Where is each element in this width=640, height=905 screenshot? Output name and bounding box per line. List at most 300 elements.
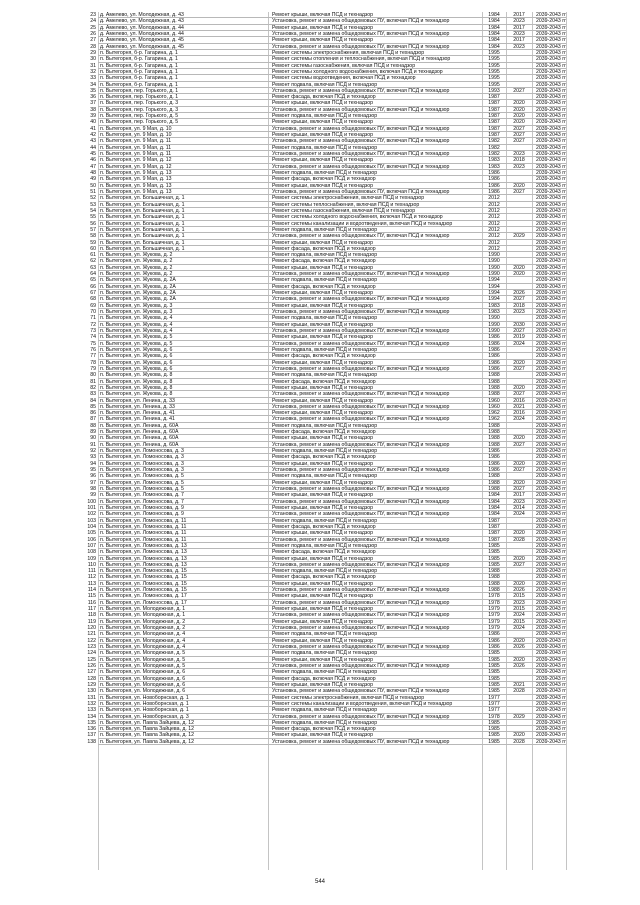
address-cell: п. Вытегорня, ул. Большичная, д. 1 [100,226,185,233]
year-built-cell: 1984 [488,18,500,25]
work-type-cell: Установка, ремонт и замена общедомовых ПУ, включая ПСД и технадзор [272,498,450,505]
address-cell: п. Вытегорня, ул. Новоборнская, д. 1 [100,694,189,701]
year-built-cell: 2012 [488,239,500,246]
work-type-cell: Ремонт крыши, включая ПСД и технадзор [272,732,374,739]
last-repair-cell: 2027 [513,328,525,334]
last-repair-cell: 2020 [513,264,525,271]
work-type-cell: Ремонт крыши, включая ПСД и технадзор [272,637,374,644]
work-type-cell: Установка, ремонт и замена общедомовых ПУ, включая ПСД и технадзор [272,271,450,278]
address-cell: п. Вытегорня, ул. Жукова, д. 8 [100,391,173,398]
row-number: 137 [87,732,96,739]
address-cell: п. Вытегорня, ул. 9 Мая, д. 11 [100,144,172,151]
work-type-cell: Установка, ремонт и замена общедомовых ПУ, включая ПСД и технадзор [272,18,450,25]
last-repair-cell: 2030 [513,321,525,328]
planned-period-cell: 2039-2043 гг [536,429,567,436]
row-number: 65 [90,277,96,284]
last-repair-cell: 2020 [513,113,525,120]
row-number: 98 [90,486,96,492]
year-built-cell: 1990 [488,264,500,271]
work-type-cell: Ремонт системы холодного водоснабжения, включая ПСД и технадзор [272,214,443,221]
planned-period-cell: 2039-2043 гг [536,264,567,271]
address-cell: п. Вытегорня, ул. Жукова, д. 8 [100,384,173,391]
row-number: 85 [90,403,96,410]
last-repair-cell: 2027 [513,138,525,145]
work-type-cell: Ремонт крыши, включая ПСД и технадзор [272,12,374,18]
work-type-cell: Ремонт фасада, включая ПСД и технадзор [272,523,376,530]
planned-period-cell: 2039-2043 гг [536,214,567,221]
address-cell: п. Вытегорня, ул. Молодежная, д. 5 [100,656,186,663]
year-built-cell: 1982 [488,138,500,145]
row-number: 83 [90,391,96,398]
work-type-cell: Ремонт крыши, включая ПСД и технадзор [272,132,374,139]
address-cell: п. Вытегорня, ул. Ленина, д. 33 [100,397,175,404]
planned-period-cell: 2039-2043 гг [536,738,567,745]
last-repair-cell: 2028 [513,536,525,543]
address-cell: п. Вытегорня, ул. Большичная, д. 1 [100,233,185,240]
year-built-cell: 2012 [488,245,500,252]
work-type-cell: Ремонт крыши, включая ПСД и технадзор [272,435,374,442]
planned-period-cell: 2039-2043 гг [536,384,567,391]
year-built-cell: 1962 [488,416,500,423]
address-cell: п. Вытегорня, ул. Ломоносова, д. 15 [100,580,187,587]
year-built-cell: 1994 [488,277,500,284]
last-repair-cell: 2020 [513,479,525,486]
address-cell: п. Вытегорня, ул. Жукова, д. 2 [100,271,173,278]
planned-period-cell: 2039-2043 гг [536,309,567,316]
address-cell: п. Вытегорня, пер. Горького, д. 3 [100,100,179,107]
row-number: 86 [90,410,96,417]
last-repair-cell: 2020 [513,530,525,537]
row-number: 133 [87,707,96,714]
row-number: 118 [87,612,96,619]
last-repair-cell: 2020 [513,460,525,467]
year-built-cell: 1995 [488,62,500,69]
planned-period-cell: 2039-2043 гг [536,170,567,176]
last-repair-cell: 2015 [513,618,525,625]
address-cell: п. Вытегорня, ул. Ломоносова, д. 17 [100,599,187,606]
year-built-cell: 1995 [488,75,500,82]
address-cell: д. Амелево, ул. Молодежная, д. 45 [100,43,184,50]
planned-period-cell: 2039-2043 гг [536,561,567,568]
planned-period-cell: 2039-2043 гг [536,662,567,669]
work-type-cell: Установка, ремонт и замена общедомовых ПУ, включая ПСД и технадзор [272,188,450,195]
row-number: 35 [90,87,96,94]
address-cell: д. Амелево, ул. Молодежная, д. 44 [100,24,184,31]
work-type-cell: Установка, ремонт и замена общедомовых ПУ, включая ПСД и технадзор [272,391,450,398]
work-type-cell: Ремонт подвала, включая ПСД и технадзор [272,252,378,259]
planned-period-cell: 2039-2043 гг [536,18,567,25]
work-type-cell: Ремонт фасада, включая ПСД и технадзор [272,176,376,183]
address-cell: д. Амелево, ул. Молодежная, д. 43 [100,18,184,25]
address-cell: п. Вытегорня, ул. Ломоносова, д. 7 [100,498,184,505]
work-type-cell: Ремонт системы электроснабжения, включая ПСД и технадзор [272,694,425,701]
planned-period-cell: 2039-2043 гг [536,498,567,505]
row-number: 82 [90,384,96,391]
year-built-cell: 1985 [488,719,500,726]
row-number: 56 [90,220,96,227]
year-built-cell: 1986 [488,637,500,644]
work-type-cell: Установка, ремонт и замена общедомовых ПУ, включая ПСД и технадзор [272,536,450,543]
row-number: 107 [87,542,96,549]
last-repair-cell: 2017 [513,37,525,44]
planned-period-cell: 2039-2043 гг [536,119,567,126]
year-built-cell: 1986 [488,359,500,366]
address-cell: п. Вытегорня, б-р. Гагарина, д. 1 [100,68,178,75]
year-built-cell: 1995 [488,56,500,63]
year-built-cell: 1988 [488,384,500,391]
planned-period-cell: 2039-2043 гг [536,707,567,714]
year-built-cell: 1988 [488,441,500,448]
address-cell: п. Вытегорня, пер. Горького, д. 1 [100,87,179,94]
work-type-cell: Ремонт крыши, включая ПСД и технадзор [272,492,374,499]
year-built-cell: 1988 [488,479,500,486]
address-cell: п. Вытегорня, ул. Жукова, д. 8 [100,372,173,379]
year-built-cell: 1984 [488,12,500,18]
row-number: 68 [90,296,96,303]
row-number: 115 [87,593,96,600]
year-built-cell: 1986 [488,644,500,650]
planned-period-cell: 2039-2043 гг [536,391,567,398]
address-cell: п. Вытегорня, пер. Горького, д. 1 [100,94,179,101]
work-type-cell: Ремонт крыши, включая ПСД и технадзор [272,479,374,486]
last-repair-cell: 2027 [513,132,525,139]
address-cell: п. Вытегорня, ул. Большичная, д. 1 [100,220,185,227]
planned-period-cell: 2039-2043 гг [536,688,567,695]
address-cell: п. Вытегорня, б-р. Гагарина, д. 1 [100,56,178,63]
address-cell: п. Вытегорня, ул. Ломоносова, д. 11 [100,523,187,530]
address-cell: п. Вытегорня, ул. Большичная, д. 1 [100,195,185,202]
year-built-cell: 1986 [488,365,500,372]
planned-period-cell: 2039-2043 гг [536,113,567,120]
row-number: 94 [90,460,96,467]
address-cell: п. Вытегорня, ул. Большичная, д. 1 [100,239,185,246]
planned-period-cell: 2039-2043 гг [536,81,567,88]
planned-period-cell: 2039-2043 гг [536,504,567,511]
year-built-cell: 1986 [488,334,500,341]
row-number: 129 [87,681,96,688]
planned-period-cell: 2039-2043 гг [536,62,567,69]
planned-period-cell: 2039-2043 гг [536,30,567,37]
row-number: 127 [87,669,96,676]
planned-period-cell: 2039-2043 гг [536,340,567,347]
work-type-cell: Установка, ремонт и замена общедомовых ПУ, включая ПСД и технадзор [272,106,450,113]
address-cell: п. Вытегорня, ул. 9 Мая, д. 13 [100,170,172,176]
last-repair-cell: 2023 [513,599,525,606]
year-built-cell: 1986 [488,460,500,467]
address-cell: п. Вытегорня, ул. 9 Мая, д. 12 [100,157,172,164]
planned-period-cell: 2039-2043 гг [536,473,567,480]
address-cell: п. Вытегорня, ул. Молодежная, д. 1 [100,606,186,613]
row-number: 73 [90,328,96,334]
planned-period-cell: 2039-2043 гг [536,410,567,417]
address-cell: п. Вытегорня, ул. Молодежная, д. 6 [100,681,186,688]
planned-period-cell: 2039-2043 гг [536,106,567,113]
address-cell: п. Вытегорня, ул. Молодежная, д. 5 [100,662,186,669]
planned-period-cell: 2039-2043 гг [536,372,567,379]
address-cell: п. Вытегорня, ул. Павла Зайцева, д. 12 [100,732,195,739]
address-cell: п. Вытегорня, ул. 9 Мая, д. 13 [100,182,172,189]
work-type-cell: Ремонт системы теплоснабжения, включая ПСД и технадзор [272,201,420,208]
address-cell: п. Вытегорня, ул. Ломоносова, д. 9 [100,511,184,518]
year-built-cell: 1990 [488,328,500,334]
last-repair-cell: 2020 [513,435,525,442]
row-number: 75 [90,340,96,347]
last-repair-cell: 2020 [513,580,525,587]
planned-period-cell: 2039-2043 гг [536,359,567,366]
planned-period-cell: 2039-2043 гг [536,542,567,549]
address-cell: п. Вытегорня, ул. 9 Мая, д. 13 [100,188,172,195]
address-cell: п. Вытегорня, ул. Молодежная, д. 2 [100,625,186,632]
work-type-cell: Ремонт фасада, включая ПСД и технадзор [272,574,376,581]
year-built-cell: 1985 [488,726,500,733]
address-cell: п. Вытегорня, ул. Ломоносова, д. 17 [100,593,187,600]
year-built-cell: 1984 [488,30,500,37]
last-repair-cell: 2021 [513,403,525,410]
address-cell: п. Вытегорня, пер. Горького, д. 3 [100,106,179,113]
row-number: 28 [90,43,96,50]
planned-period-cell: 2039-2043 гг [536,43,567,50]
year-built-cell: 1994 [488,296,500,303]
year-built-cell: 1978 [488,599,500,606]
work-type-cell: Установка, ремонт и замена общедомовых ПУ, включая ПСД и технадзор [272,163,450,170]
row-number: 29 [90,49,96,56]
row-number: 74 [90,334,96,341]
work-type-cell: Установка, ремонт и замена общедомовых ПУ, включая ПСД и технадзор [272,713,450,720]
row-number: 135 [87,719,96,726]
planned-period-cell: 2039-2043 гг [536,144,567,151]
work-type-cell: Установка, ремонт и замена общедомовых ПУ, включая ПСД и технадзор [272,688,450,695]
row-number: 119 [87,618,96,625]
address-cell: п. Вытегорня, ул. Молодежная, д. 4 [100,637,186,644]
work-type-cell: Установка, ремонт и замена общедомовых ПУ, включая ПСД и технадзор [272,662,450,669]
last-repair-cell: 2023 [513,309,525,316]
work-type-cell: Установка, ремонт и замена общедомовых ПУ, включая ПСД и технадзор [272,587,450,594]
year-built-cell: 1988 [488,391,500,398]
planned-period-cell: 2039-2043 гг [536,618,567,625]
address-cell: п. Вытегорня, ул. Жукова, д. 2А [100,296,176,303]
last-repair-cell: 2027 [513,561,525,568]
row-number: 110 [87,561,96,568]
planned-period-cell: 2039-2043 гг [536,315,567,322]
planned-period-cell: 2039-2043 гг [536,277,567,284]
last-repair-cell: 2026 [513,644,525,650]
last-repair-cell: 2029 [513,233,525,240]
row-number: 80 [90,372,96,379]
year-built-cell: 1984 [488,37,500,44]
row-number: 114 [87,587,96,594]
planned-period-cell: 2039-2043 гг [536,700,567,707]
year-built-cell: 1985 [488,542,500,549]
address-cell: п. Вытегорня, ул. Молодежная, д. 1 [100,612,186,619]
last-repair-cell: 2026 [513,290,525,297]
year-built-cell: 1987 [488,517,500,524]
work-type-cell: Ремонт системы водоотведения, включая ПСД и технадзор [272,75,416,82]
row-number: 44 [90,144,96,151]
planned-period-cell: 2039-2043 гг [536,188,567,195]
planned-period-cell: 2039-2043 гг [536,100,567,107]
work-type-cell: Ремонт подвала, включая ПСД и технадзор [272,631,378,638]
planned-period-cell: 2039-2043 гг [536,650,567,657]
row-number: 67 [90,290,96,297]
year-built-cell: 1985 [488,555,500,562]
year-built-cell: 1979 [488,612,500,619]
planned-period-cell: 2039-2043 гг [536,694,567,701]
row-number: 96 [90,473,96,480]
planned-period-cell: 2039-2043 гг [536,726,567,733]
year-built-cell: 1985 [488,732,500,739]
planned-period-cell: 2039-2043 гг [536,574,567,581]
planned-period-cell: 2039-2043 гг [536,49,567,56]
year-built-cell: 1987 [488,132,500,139]
address-cell: п. Вытегорня, ул. Ломоносова, д. 15 [100,587,187,594]
work-type-cell: Установка, ремонт и замена общедомовых ПУ, включая ПСД и технадзор [272,511,450,518]
work-type-cell: Ремонт крыши, включая ПСД и технадзор [272,397,374,404]
year-built-cell: 1987 [488,106,500,113]
row-number: 43 [90,138,96,145]
address-cell: п. Вытегорня, ул. Ломоносова, д. 9 [100,504,184,511]
row-number: 50 [90,182,96,189]
year-built-cell: 1988 [488,574,500,581]
planned-period-cell: 2039-2043 гг [536,94,567,101]
row-number: 55 [90,214,96,221]
last-repair-cell: 2018 [513,302,525,309]
work-type-cell: Ремонт крыши, включая ПСД и технадзор [272,410,374,417]
address-cell: п. Вытегорня, ул. Жукова, д. 6 [100,359,173,366]
work-type-cell: Ремонт крыши, включая ПСД и технадзор [272,359,374,366]
address-cell: п. Вытегорня, ул. Жукова, д. 2А [100,277,176,284]
work-type-cell: Установка, ремонт и замена общедомовых ПУ, включая ПСД и технадзор [272,43,450,50]
row-number: 45 [90,151,96,158]
work-type-cell: Ремонт подвала, включая ПСД и технадзор [272,650,378,657]
year-built-cell: 2012 [488,207,500,214]
address-cell: п. Вытегорня, ул. Жукова, д. 3 [100,309,173,316]
planned-period-cell: 2039-2043 гг [536,163,567,170]
work-type-cell: Установка, ремонт и замена общедомовых ПУ, включая ПСД и технадзор [272,30,450,37]
year-built-cell: 1986 [488,346,500,353]
row-number: 109 [87,555,96,562]
address-cell: п. Вытегорня, ул. Большичная, д. 1 [100,207,185,214]
year-built-cell: 1985 [488,675,500,682]
year-built-cell: 1987 [488,94,500,101]
year-built-cell: 1978 [488,713,500,720]
last-repair-cell: 2015 [513,606,525,613]
address-cell: п. Вытегорня, ул. Ленина, д. 60А [100,429,179,436]
year-built-cell: 2012 [488,195,500,202]
planned-period-cell: 2039-2043 гг [536,713,567,720]
row-number: 111 [88,568,96,575]
address-cell: п. Вытегорня, ул. Павла Зайцева, д. 12 [100,726,195,733]
row-number: 79 [90,365,96,372]
last-repair-cell: 2024 [513,416,525,423]
row-number: 123 [87,644,96,650]
planned-period-cell: 2039-2043 гг [536,397,567,404]
row-number: 131 [87,694,96,701]
row-number: 69 [90,302,96,309]
last-repair-cell: 2024 [513,340,525,347]
planned-period-cell: 2039-2043 гг [536,157,567,164]
year-built-cell: 1985 [488,561,500,568]
work-type-cell: Ремонт фасада, включая ПСД и технадзор [272,258,376,265]
address-cell: п. Вытегорня, ул. Ленина, д. 60А [100,422,179,429]
planned-period-cell: 2039-2043 гг [536,732,567,739]
work-type-cell: Ремонт крыши, включая ПСД и технадзор [272,580,374,587]
work-type-cell: Ремонт крыши, включая ПСД и технадзор [272,384,374,391]
year-built-cell: 1987 [488,536,500,543]
row-number: 101 [87,504,96,511]
planned-period-cell: 2039-2043 гг [536,403,567,410]
year-built-cell: 1983 [488,157,500,164]
row-number: 100 [87,498,96,505]
planned-period-cell: 2039-2043 гг [536,207,567,214]
row-number: 41 [90,125,96,132]
row-number: 112 [87,574,96,581]
planned-period-cell: 2039-2043 гг [536,321,567,328]
row-number: 58 [90,233,96,240]
last-repair-cell: 2020 [513,119,525,126]
work-type-cell: Установка, ремонт и замена общедомовых ПУ, включая ПСД и технадзор [272,309,450,316]
year-built-cell: 1990 [488,271,500,278]
row-number: 33 [90,75,96,82]
year-built-cell: 1995 [488,49,500,56]
work-type-cell: Установка, ремонт и замена общедомовых ПУ, включая ПСД и технадзор [272,441,450,448]
address-cell: п. Вытегорня, ул. Молодежная, д. 6 [100,669,186,676]
year-built-cell: 1984 [488,492,500,499]
year-built-cell: 1988 [488,473,500,480]
last-repair-cell: 2016 [513,397,525,404]
address-cell: п. Вытегорня, ул. Жукова, д. 8 [100,378,173,385]
table-row [0,739,640,745]
planned-period-cell: 2039-2043 гг [536,435,567,442]
year-built-cell: 1990 [488,258,500,265]
planned-period-cell: 2039-2043 гг [536,625,567,632]
row-number: 37 [90,100,96,107]
work-type-cell: Ремонт подвала, включая ПСД и технадзор [272,346,378,353]
year-built-cell: 1988 [488,486,500,492]
row-number: 40 [90,119,96,126]
year-built-cell: 1985 [488,650,500,657]
address-cell: п. Вытегорня, ул. Молодежная, д. 4 [100,631,186,638]
address-cell: п. Вытегорня, ул. Ленина, д. 41 [100,410,175,417]
work-type-cell: Ремонт крыши, включая ПСД и технадзор [272,239,374,246]
work-type-cell: Установка, ремонт и замена общедомовых ПУ, включая ПСД и технадзор [272,644,450,650]
year-built-cell: 1987 [488,523,500,530]
row-number: 90 [90,435,96,442]
address-cell: п. Вытегорня, ул. Жукова, д. 2 [100,264,173,271]
work-type-cell: Установка, ремонт и замена общедомовых ПУ, включая ПСД и технадзор [272,138,450,145]
year-built-cell: 1988 [488,435,500,442]
last-repair-cell: 2020 [513,106,525,113]
row-number: 39 [90,113,96,120]
work-type-cell: Установка, ремонт и замена общедомовых ПУ, включая ПСД и технадзор [272,296,450,303]
last-repair-cell: 2023 [513,151,525,158]
year-built-cell: 1988 [488,568,500,575]
work-type-cell: Ремонт подвала, включая ПСД и технадзор [272,707,378,714]
year-built-cell: 1985 [488,669,500,676]
year-built-cell: 1986 [488,176,500,183]
work-type-cell: Ремонт крыши, включая ПСД и технадзор [272,24,374,31]
year-built-cell: 1987 [488,125,500,132]
row-number: 93 [90,454,96,461]
work-type-cell: Установка, ремонт и замена общедомовых ПУ, включая ПСД и технадзор [272,625,450,632]
row-number: 52 [90,195,96,202]
row-number: 78 [90,359,96,366]
address-cell: п. Вытегорня, ул. Жукова, д. 5 [100,334,173,341]
year-built-cell: 1983 [488,302,500,309]
row-number: 125 [87,656,96,663]
planned-period-cell: 2039-2043 гг [536,328,567,334]
planned-period-cell: 2039-2043 гг [536,587,567,594]
row-number: 122 [87,637,96,644]
